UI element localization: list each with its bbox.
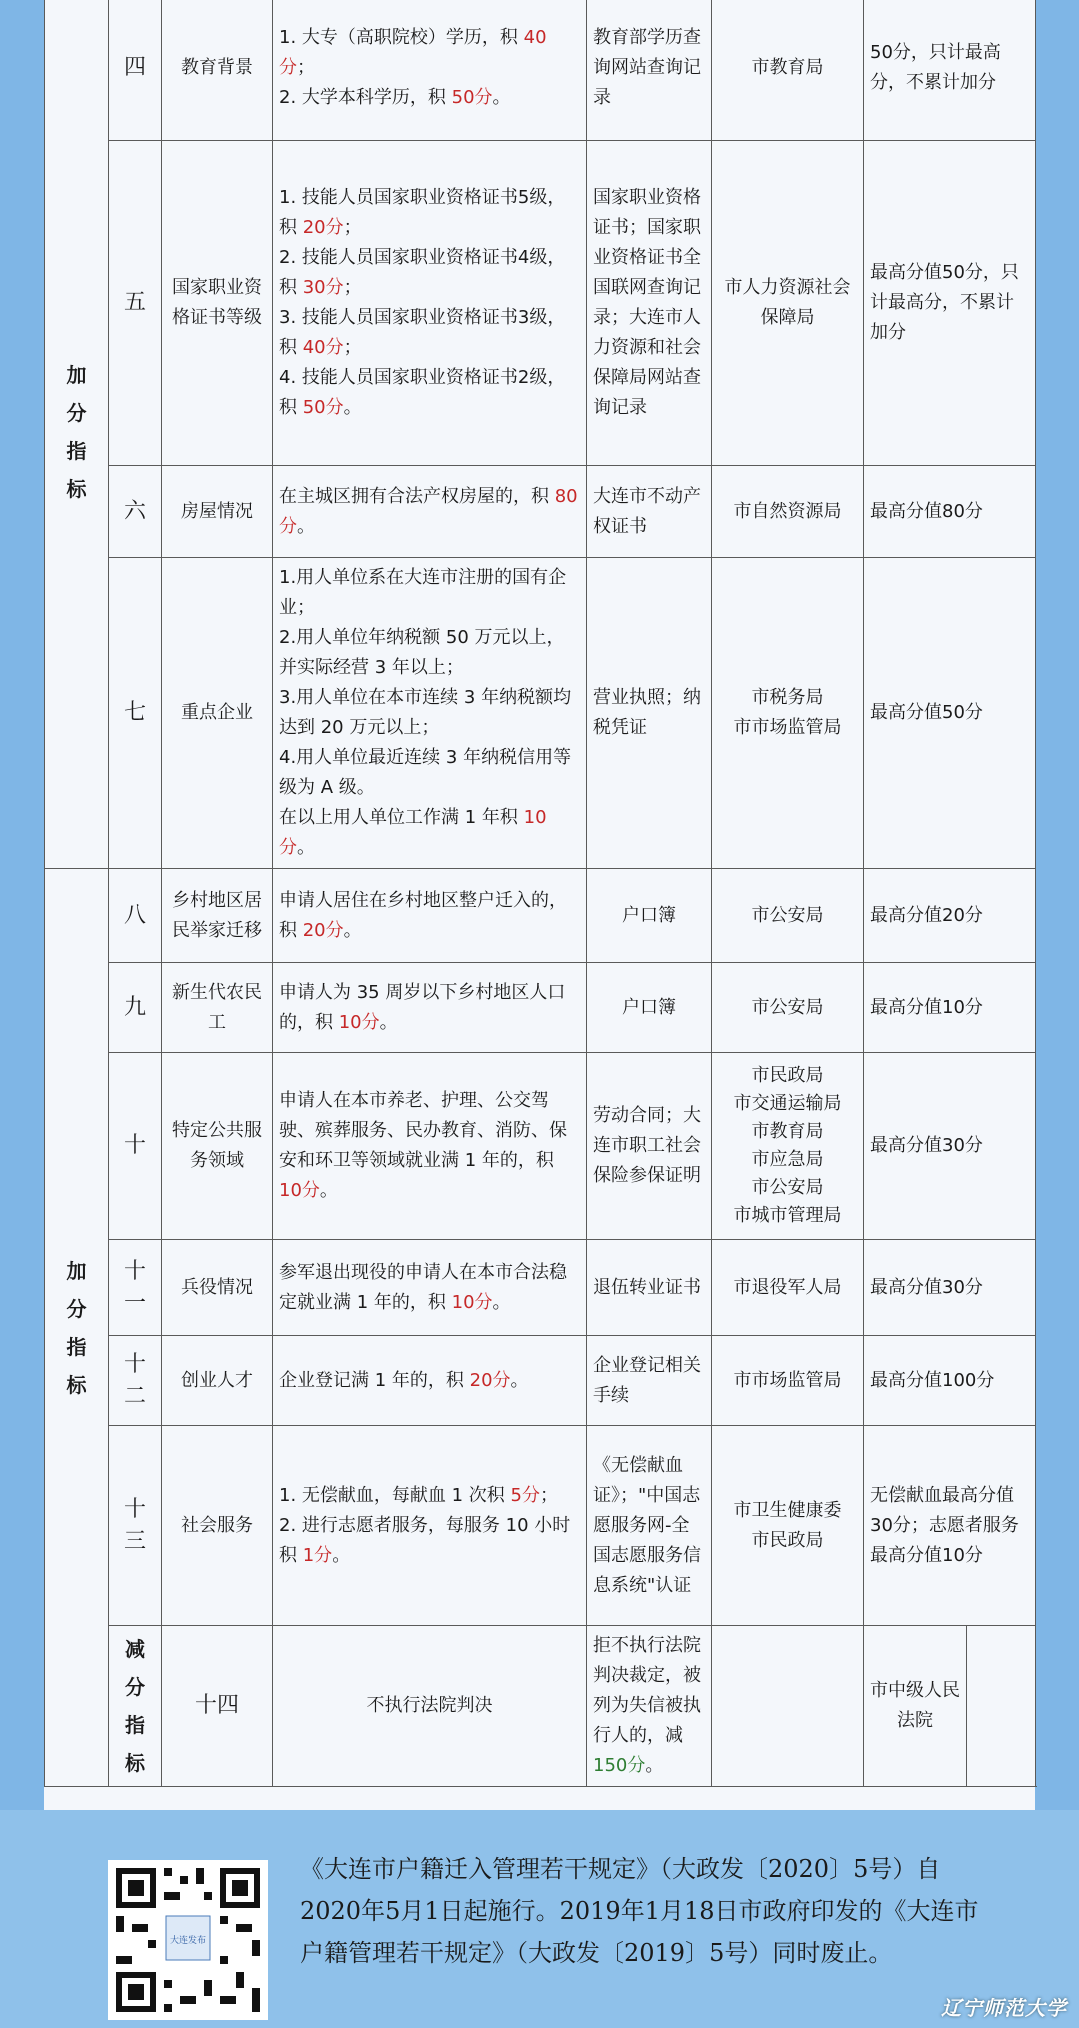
points-value: 40分 bbox=[302, 337, 344, 358]
row-department: 市中级人民法院 bbox=[864, 1626, 967, 1787]
points-value: 10分 bbox=[279, 807, 547, 858]
row-7 bbox=[45, 558, 1036, 869]
criteria-line bbox=[279, 363, 580, 423]
left-margin bbox=[0, 0, 44, 2028]
row-department: 市人力资源社会保障局 bbox=[712, 141, 864, 466]
group-label-subtract bbox=[109, 1626, 162, 1787]
row-criteria bbox=[273, 0, 587, 141]
points-value: 10分 bbox=[451, 1291, 493, 1313]
row-criteria bbox=[273, 466, 587, 558]
row-cap: 无偿献血最高分值30分；志愿者服务最高分值10分 bbox=[864, 1426, 1036, 1626]
row-9 bbox=[45, 963, 1036, 1053]
criteria-text: 申请人为 35 周岁以下乡村地区人口的，积 bbox=[279, 981, 566, 1033]
criteria-text: 。 bbox=[645, 1755, 664, 1776]
row-4 bbox=[45, 0, 1036, 141]
row-department: 市公安局 bbox=[712, 963, 864, 1053]
points-value: 80分 bbox=[279, 485, 578, 537]
row-5 bbox=[45, 141, 1036, 466]
criteria-text: ； bbox=[343, 337, 362, 358]
criteria-text: 2.用人单位年纳税额 50 万元以上，并实际经营 3 年以上； bbox=[279, 627, 565, 678]
row-cap: 最高分值80分 bbox=[864, 466, 1036, 558]
criteria-line bbox=[279, 886, 580, 946]
row-department: 市退役军人局 bbox=[712, 1240, 864, 1336]
criteria-line bbox=[279, 303, 580, 363]
criteria-text: 2. 大学本科学历，积 bbox=[279, 86, 452, 108]
criteria-line bbox=[279, 978, 580, 1038]
row-item: 乡村地区居民举家迁移 bbox=[162, 869, 273, 963]
group-label-text: 减 分 指 标 bbox=[125, 1637, 145, 1775]
criteria-text: ； bbox=[343, 217, 362, 238]
row-cap: 50分，只计最高分，不累计加分 bbox=[864, 0, 1036, 141]
row-criteria bbox=[273, 1336, 587, 1426]
criteria-text: ； bbox=[539, 1484, 558, 1506]
criteria-line bbox=[279, 563, 580, 623]
row-number: 九 bbox=[109, 963, 162, 1053]
row-materials: 国家职业资格证书；国家职业资格证书全国联网查询记录；大连市人力资源和社会保障局网站查询记录 bbox=[587, 141, 712, 466]
criteria-text: 。 bbox=[297, 515, 315, 537]
criteria-line bbox=[279, 803, 580, 863]
row-item: 社会服务 bbox=[162, 1426, 273, 1626]
criteria-text: 企业登记满 1 年的，积 bbox=[279, 1369, 470, 1391]
group-label-text: 加 分 指 标 bbox=[66, 1258, 87, 1397]
points-value: 50分 bbox=[302, 397, 344, 418]
criteria-text: ； bbox=[297, 56, 315, 78]
row-6 bbox=[45, 466, 1036, 558]
points-table bbox=[44, 0, 1036, 1787]
criteria-text: 1. 无偿献血，每献血 1 次积 bbox=[279, 1484, 511, 1506]
criteria-text: 。 bbox=[379, 1011, 398, 1033]
row-department: 市自然资源局 bbox=[712, 466, 864, 558]
criteria-line bbox=[279, 83, 580, 113]
criteria-line bbox=[279, 683, 580, 743]
row-department: 市市场监管局 bbox=[712, 1336, 864, 1426]
row-materials: 户口簿 bbox=[587, 869, 712, 963]
row-materials: 退伍转业证书 bbox=[587, 1240, 712, 1336]
row-10 bbox=[45, 1053, 1036, 1240]
row-criteria bbox=[273, 141, 587, 466]
row-criteria bbox=[587, 1626, 712, 1787]
qr-logo-caption: 大连发布 bbox=[169, 1936, 207, 1946]
row-materials: 教育部学历查询网站查询记录 bbox=[587, 0, 712, 141]
criteria-line bbox=[279, 482, 580, 542]
criteria-text: 申请人在本市养老、护理、公交驾驶、殡葬服务、民办教育、消防、保安和环卫等领域就业满 1 年的，积 bbox=[279, 1090, 567, 1171]
points-value: 10分 bbox=[279, 1180, 320, 1201]
row-item: 新生代农民工 bbox=[162, 963, 273, 1053]
row-item: 兵役情况 bbox=[162, 1240, 273, 1336]
criteria-line bbox=[279, 243, 580, 303]
qr-code[interactable] bbox=[108, 1860, 268, 2020]
row-cap: 最高分值20分 bbox=[864, 869, 1036, 963]
criteria-line bbox=[279, 183, 580, 243]
row-number: 十 bbox=[109, 1053, 162, 1240]
criteria-text: 在以上用人单位工作满 1 年积 bbox=[279, 807, 524, 828]
criteria-text: 1. 大专（高职院校）学历，积 bbox=[279, 26, 524, 48]
row-number: 八 bbox=[109, 869, 162, 963]
row-materials: 《无偿献血证》；"中国志愿服务网-全国志愿服务信息系统"认证 bbox=[587, 1426, 712, 1626]
row-materials: 户口簿 bbox=[587, 963, 712, 1053]
group-label-text: 加 分 指 标 bbox=[66, 362, 87, 501]
row-materials: 营业执照；纳税凭证 bbox=[587, 558, 712, 869]
row-item: 教育背景 bbox=[162, 0, 273, 141]
criteria-text: 。 bbox=[510, 1369, 529, 1391]
row-item: 创业人才 bbox=[162, 1336, 273, 1426]
criteria-line bbox=[279, 1481, 580, 1511]
criteria-text: 参军退出现役的申请人在本市合法稳定就业满 1 年的，积 bbox=[279, 1261, 567, 1313]
criteria-text: 。 bbox=[343, 397, 362, 418]
row-department: 市卫生健康委 市民政局 bbox=[712, 1426, 864, 1626]
row-number: 十一 bbox=[109, 1240, 162, 1336]
criteria-line bbox=[279, 743, 580, 803]
points-value: 10分 bbox=[338, 1011, 380, 1033]
row-criteria bbox=[273, 869, 587, 963]
points-value: 1分 bbox=[302, 1544, 333, 1566]
row-criteria bbox=[273, 1240, 587, 1336]
criteria-text: 1.用人单位系在大连市注册的国有企业； bbox=[279, 567, 567, 618]
criteria-text: 。 bbox=[319, 1180, 338, 1201]
criteria-text: 。 bbox=[492, 86, 511, 108]
row-item: 特定公共服务领域 bbox=[162, 1053, 273, 1240]
row-cap: 最高分值50分 bbox=[864, 558, 1036, 869]
row-number: 四 bbox=[109, 0, 162, 141]
row-criteria bbox=[273, 1053, 587, 1240]
row-department: 市公安局 bbox=[712, 869, 864, 963]
row-materials: 企业登记相关手续 bbox=[587, 1336, 712, 1426]
criteria-text: 申请人居住在乡村地区整户迁入的，积 bbox=[279, 889, 567, 941]
points-value: 20分 bbox=[302, 919, 344, 941]
criteria-text: 3. 技能人员国家职业资格证书3级，积 bbox=[279, 307, 566, 358]
group-label-add-2 bbox=[45, 869, 109, 1787]
row-cap: 最高分值100分 bbox=[864, 1336, 1036, 1426]
row-number: 十三 bbox=[109, 1426, 162, 1626]
row-item: 国家职业资格证书等级 bbox=[162, 141, 273, 466]
criteria-line bbox=[593, 1631, 705, 1781]
criteria-text: 3.用人单位在本市连续 3 年纳税额均达到 20 万元以上； bbox=[279, 687, 572, 738]
criteria-text: 。 bbox=[492, 1291, 511, 1313]
row-cap: 最高分值10分 bbox=[864, 963, 1036, 1053]
row-number: 五 bbox=[109, 141, 162, 466]
row-criteria bbox=[273, 1426, 587, 1626]
right-margin bbox=[1035, 0, 1079, 2028]
row-number: 六 bbox=[109, 466, 162, 558]
watermark: 辽宁师范大学 bbox=[941, 1996, 1067, 2020]
criteria-text: 在主城区拥有合法产权房屋的，积 bbox=[279, 485, 555, 507]
row-item: 不执行法院判决 bbox=[273, 1626, 587, 1787]
points-value: 20分 bbox=[302, 217, 344, 238]
points-value: 150分 bbox=[593, 1755, 646, 1776]
criteria-text: ； bbox=[343, 277, 362, 298]
row-13 bbox=[45, 1426, 1036, 1626]
criteria-line bbox=[279, 1366, 580, 1396]
criteria-line bbox=[279, 623, 580, 683]
criteria-line bbox=[279, 23, 580, 83]
row-cap bbox=[967, 1626, 1036, 1787]
points-value: 50分 bbox=[451, 86, 493, 108]
points-value: 40分 bbox=[279, 26, 547, 78]
row-number: 十二 bbox=[109, 1336, 162, 1426]
row-12 bbox=[45, 1336, 1036, 1426]
criteria-text: 拒不执行法院判决裁定，被列为失信被执行人的，减 bbox=[593, 1635, 701, 1746]
row-department: 市税务局 市市场监管局 bbox=[712, 558, 864, 869]
points-value: 5分 bbox=[510, 1484, 540, 1506]
row-materials bbox=[712, 1626, 864, 1787]
row-cap: 最高分值50分，只计最高分，不累计加分 bbox=[864, 141, 1036, 466]
row-number: 十四 bbox=[162, 1626, 273, 1787]
group-label-add bbox=[45, 0, 109, 869]
row-materials: 劳动合同；大连市职工社会保险参保证明 bbox=[587, 1053, 712, 1240]
row-cap: 最高分值30分 bbox=[864, 1053, 1036, 1240]
row-department: 市民政局 市交通运输局 市教育局 市应急局 市公安局 市城市管理局 bbox=[712, 1053, 864, 1240]
criteria-text: 4. 技能人员国家职业资格证书2级，积 bbox=[279, 367, 566, 418]
criteria-text: 。 bbox=[343, 919, 362, 941]
row-14 bbox=[45, 1626, 1036, 1787]
points-value: 20分 bbox=[469, 1369, 511, 1391]
row-item: 重点企业 bbox=[162, 558, 273, 869]
row-11 bbox=[45, 1240, 1036, 1336]
criteria-text: 。 bbox=[297, 837, 315, 858]
criteria-line bbox=[279, 1258, 580, 1318]
row-department: 市教育局 bbox=[712, 0, 864, 141]
row-criteria bbox=[273, 963, 587, 1053]
row-criteria bbox=[273, 558, 587, 869]
footer-text: 《大连市户籍迁入管理若干规定》（大政发〔2020〕5号）自2020年5月1日起施行。2019年1月18日市政府印发的《大连市户籍管理若干规定》（大政发〔2019〕5号）同时废止。 bbox=[300, 1855, 979, 1967]
criteria-line bbox=[279, 1086, 580, 1206]
row-number: 七 bbox=[109, 558, 162, 869]
points-value: 30分 bbox=[302, 277, 344, 298]
criteria-text: 2. 技能人员国家职业资格证书4级，积 bbox=[279, 247, 566, 298]
row-item: 房屋情况 bbox=[162, 466, 273, 558]
row-8 bbox=[45, 869, 1036, 963]
row-cap: 最高分值30分 bbox=[864, 1240, 1036, 1336]
criteria-text: 4.用人单位最近连续 3 年纳税信用等级为 A 级。 bbox=[279, 747, 572, 798]
criteria-line bbox=[279, 1511, 580, 1571]
criteria-text: 1. 技能人员国家职业资格证书5级，积 bbox=[279, 187, 566, 238]
row-materials: 大连市不动产权证书 bbox=[587, 466, 712, 558]
criteria-text: 。 bbox=[332, 1544, 351, 1566]
criteria-text: 2. 进行志愿者服务，每服务 10 小时积 bbox=[279, 1514, 571, 1566]
